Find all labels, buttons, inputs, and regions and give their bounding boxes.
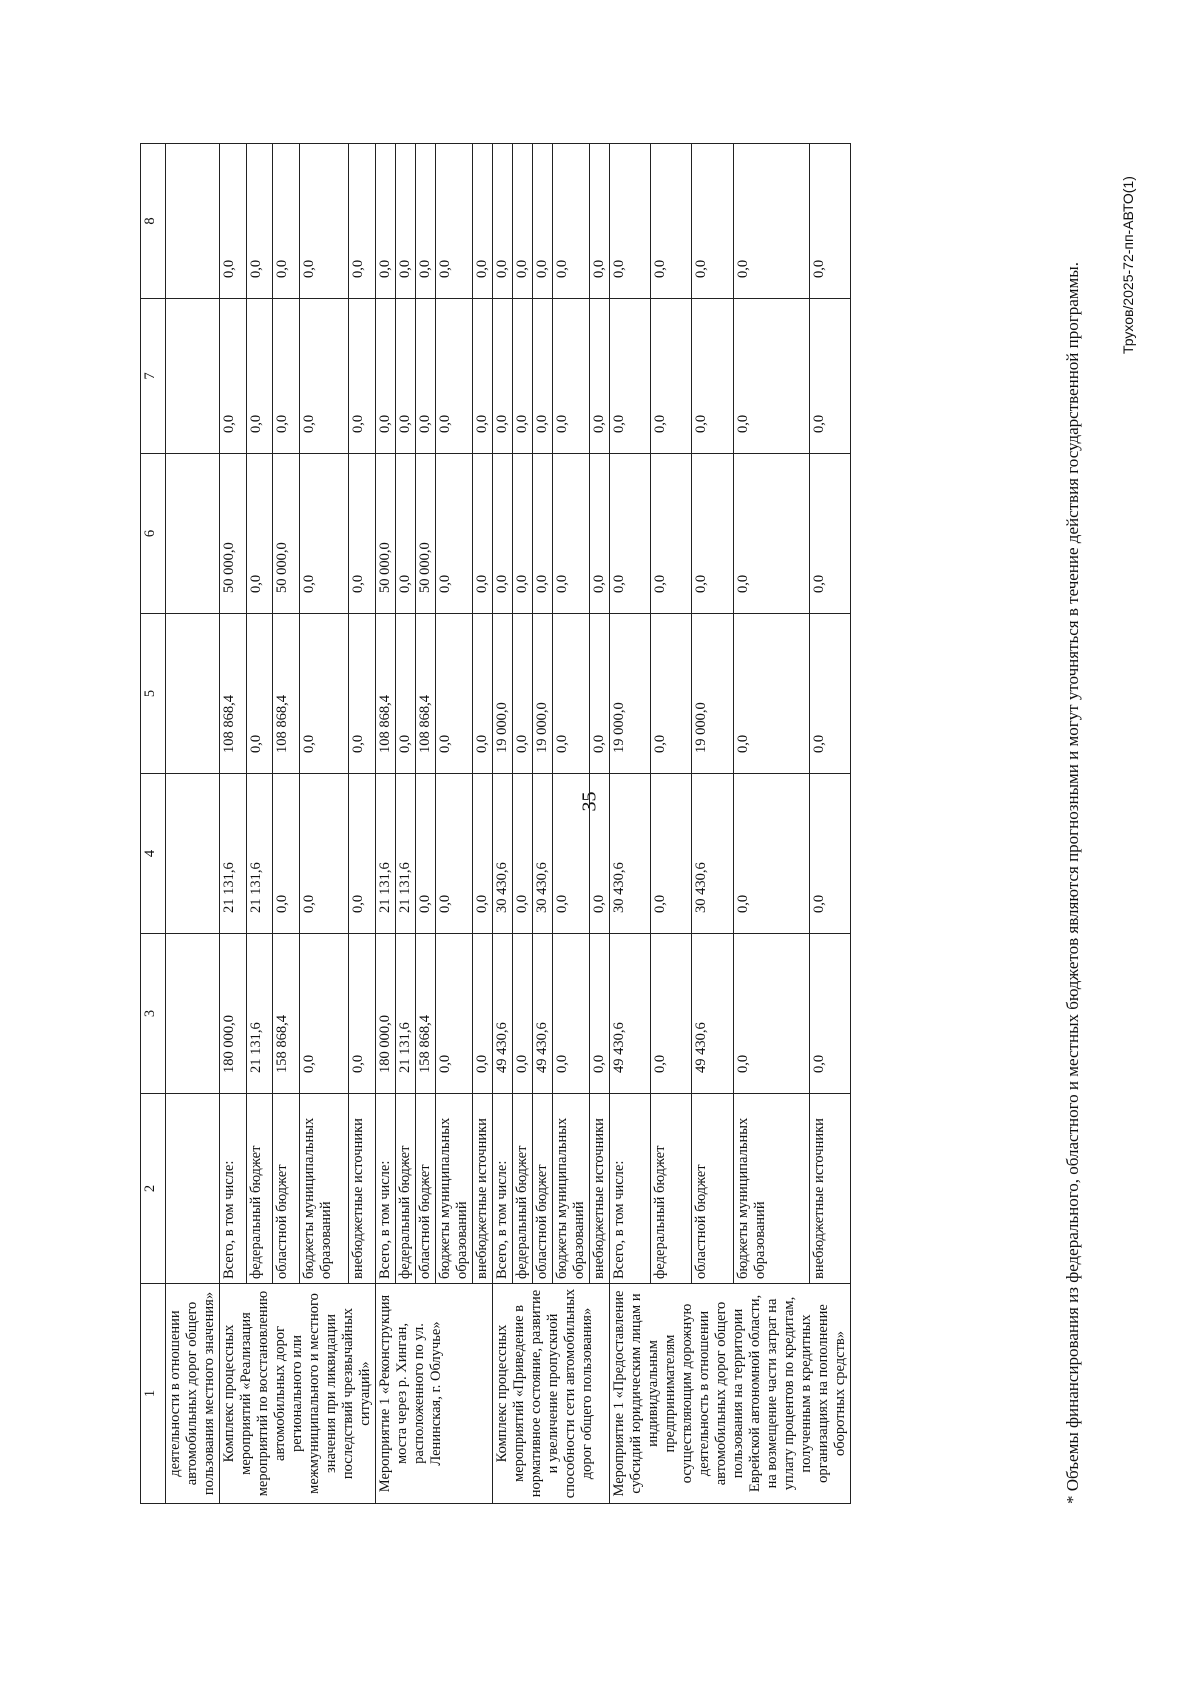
value-cell: 0,0 bbox=[513, 299, 533, 454]
value-cell: 0,0 bbox=[533, 144, 553, 299]
value-cell: 0,0 bbox=[376, 144, 396, 299]
value-cell: 108 868,4 bbox=[376, 614, 396, 774]
continuation-cell: деятельности в отношении автомобильных дорог общего пользования местного значения» bbox=[166, 1284, 220, 1504]
value-cell: 0,0 bbox=[273, 144, 300, 299]
value-cell: 50 000,0 bbox=[220, 454, 247, 614]
value-cell: 50 000,0 bbox=[416, 454, 436, 614]
value-cell: 0,0 bbox=[553, 144, 590, 299]
value-cell: 0,0 bbox=[436, 144, 473, 299]
value-cell: 0,0 bbox=[733, 144, 809, 299]
header-cell: 7 bbox=[141, 299, 166, 454]
value-cell: 30 430,6 bbox=[533, 774, 553, 934]
value-cell: 0,0 bbox=[651, 774, 692, 934]
value-cell: 0,0 bbox=[651, 614, 692, 774]
source-cell: федеральный бюджет bbox=[396, 1094, 416, 1284]
value-cell: 108 868,4 bbox=[273, 614, 300, 774]
source-cell: бюджеты муниципальных образований bbox=[553, 1094, 590, 1284]
value-cell: 30 430,6 bbox=[692, 774, 733, 934]
header-cell: 8 bbox=[141, 144, 166, 299]
source-cell: внебюджетные источники bbox=[349, 1094, 376, 1284]
source-cell: внебюджетные источники bbox=[809, 1094, 850, 1284]
value-cell: 0,0 bbox=[809, 614, 850, 774]
document-code: Трухов/2025-72-пп-АВТО(1) bbox=[1120, 176, 1136, 354]
value-cell: 0,0 bbox=[436, 774, 473, 934]
source-cell: федеральный бюджет bbox=[651, 1094, 692, 1284]
value-cell: 0,0 bbox=[436, 299, 473, 454]
table-row bbox=[376, 144, 396, 1504]
footnote: * Объемы финансирования из федерального, областного и местных бюджетов являются прогнозными и могут уточняться в течение действия государственной программы. bbox=[1063, 262, 1082, 1504]
value-cell: 0,0 bbox=[376, 299, 396, 454]
source-cell: областной бюджет bbox=[273, 1094, 300, 1284]
value-cell: 0,0 bbox=[436, 454, 473, 614]
value-cell: 108 868,4 bbox=[416, 614, 436, 774]
value-cell: 19 000,0 bbox=[493, 614, 513, 774]
value-cell: 0,0 bbox=[416, 774, 436, 934]
table-row bbox=[610, 144, 651, 1504]
value-cell: 0,0 bbox=[416, 299, 436, 454]
value-cell: 0,0 bbox=[349, 934, 376, 1094]
header-cell: 3 bbox=[141, 934, 166, 1094]
source-cell: областной бюджет bbox=[692, 1094, 733, 1284]
value-cell: 0,0 bbox=[273, 774, 300, 934]
value-cell: 0,0 bbox=[493, 454, 513, 614]
value-cell: 0,0 bbox=[733, 454, 809, 614]
value-cell: 0,0 bbox=[590, 454, 610, 614]
source-cell: внебюджетные источники bbox=[590, 1094, 610, 1284]
value-cell: 0,0 bbox=[220, 144, 247, 299]
value-cell: 0,0 bbox=[610, 144, 651, 299]
source-cell: областной бюджет bbox=[533, 1094, 553, 1284]
value-cell: 0,0 bbox=[809, 299, 850, 454]
value-cell: 30 430,6 bbox=[610, 774, 651, 934]
value-cell: 0,0 bbox=[513, 614, 533, 774]
value-cell: 0,0 bbox=[349, 614, 376, 774]
value-cell: 0,0 bbox=[692, 144, 733, 299]
header-cell: 2 bbox=[141, 1094, 166, 1284]
value-cell: 0,0 bbox=[299, 934, 348, 1094]
value-cell: 0,0 bbox=[246, 144, 273, 299]
value-cell: 0,0 bbox=[809, 774, 850, 934]
program-name-cell: Мероприятие 1 «Предоставление субсидий юридическим лицам и индивидуальным предпринимателям осуществляющим дорожную деятельность в отношении автомобильных дорог общего пользования на территории Еврейской автономной области, на возмещение части затрат на уплату процентов по кредитам, полученным в кредитных организациях на пополнение оборотных средств» bbox=[610, 1284, 851, 1504]
program-name-cell: Мероприятие 1 «Реконструкция моста через р. Хинган, расположенного по ул. Ленинская, г. Облучье» bbox=[376, 1284, 493, 1504]
source-cell: Всего, в том числе: bbox=[376, 1094, 396, 1284]
value-cell: 0,0 bbox=[436, 934, 473, 1094]
value-cell: 0,0 bbox=[473, 614, 493, 774]
value-cell: 0,0 bbox=[396, 144, 416, 299]
value-cell: 50 000,0 bbox=[273, 454, 300, 614]
value-cell: 0,0 bbox=[416, 144, 436, 299]
value-cell: 0,0 bbox=[651, 454, 692, 614]
value-cell: 49 430,6 bbox=[533, 934, 553, 1094]
financing-table bbox=[140, 143, 851, 1504]
value-cell: 21 131,6 bbox=[246, 934, 273, 1094]
value-cell: 180 000,0 bbox=[376, 934, 396, 1094]
value-cell: 49 430,6 bbox=[610, 934, 651, 1094]
header-cell: 1 bbox=[141, 1284, 166, 1504]
rotated-page bbox=[50, 64, 1150, 1644]
source-cell: Всего, в том числе: bbox=[610, 1094, 651, 1284]
value-cell: 0,0 bbox=[553, 774, 590, 934]
value-cell: 0,0 bbox=[553, 299, 590, 454]
value-cell: 0,0 bbox=[436, 614, 473, 774]
value-cell: 0,0 bbox=[396, 299, 416, 454]
value-cell: 0,0 bbox=[651, 299, 692, 454]
value-cell: 0,0 bbox=[473, 934, 493, 1094]
value-cell: 0,0 bbox=[473, 299, 493, 454]
value-cell: 0,0 bbox=[246, 299, 273, 454]
value-cell: 0,0 bbox=[733, 934, 809, 1094]
header-cell: 4 bbox=[141, 774, 166, 934]
value-cell: 19 000,0 bbox=[610, 614, 651, 774]
source-cell: бюджеты муниципальных образований bbox=[436, 1094, 473, 1284]
value-cell: 0,0 bbox=[513, 144, 533, 299]
value-cell: 0,0 bbox=[553, 454, 590, 614]
value-cell: 0,0 bbox=[396, 614, 416, 774]
header-cell: 6 bbox=[141, 454, 166, 614]
source-cell: внебюджетные источники bbox=[473, 1094, 493, 1284]
value-cell: 0,0 bbox=[299, 144, 348, 299]
source-cell: федеральный бюджет bbox=[513, 1094, 533, 1284]
value-cell: 180 000,0 bbox=[220, 934, 247, 1094]
source-cell: Всего, в том числе: bbox=[220, 1094, 247, 1284]
value-cell: 0,0 bbox=[220, 299, 247, 454]
value-cell: 0,0 bbox=[396, 454, 416, 614]
table-row bbox=[493, 144, 513, 1504]
value-cell: 0,0 bbox=[349, 144, 376, 299]
value-cell: 0,0 bbox=[513, 454, 533, 614]
value-cell: 0,0 bbox=[299, 774, 348, 934]
value-cell: 0,0 bbox=[513, 774, 533, 934]
continuation-row bbox=[166, 144, 220, 1504]
value-cell: 0,0 bbox=[553, 934, 590, 1094]
value-cell: 0,0 bbox=[349, 454, 376, 614]
value-cell: 0,0 bbox=[299, 614, 348, 774]
value-cell: 21 131,6 bbox=[376, 774, 396, 934]
value-cell: 0,0 bbox=[590, 299, 610, 454]
value-cell: 0,0 bbox=[299, 454, 348, 614]
value-cell: 30 430,6 bbox=[493, 774, 513, 934]
header-cell: 5 bbox=[141, 614, 166, 774]
value-cell: 0,0 bbox=[590, 614, 610, 774]
source-cell: Всего, в том числе: bbox=[493, 1094, 513, 1284]
table-row bbox=[220, 144, 247, 1504]
value-cell: 0,0 bbox=[733, 299, 809, 454]
value-cell: 0,0 bbox=[533, 299, 553, 454]
value-cell: 0,0 bbox=[809, 454, 850, 614]
value-cell: 0,0 bbox=[610, 299, 651, 454]
value-cell: 0,0 bbox=[590, 144, 610, 299]
value-cell: 0,0 bbox=[473, 774, 493, 934]
value-cell: 0,0 bbox=[692, 299, 733, 454]
value-cell: 0,0 bbox=[273, 299, 300, 454]
source-cell: областной бюджет bbox=[416, 1094, 436, 1284]
value-cell: 19 000,0 bbox=[692, 614, 733, 774]
value-cell: 0,0 bbox=[493, 144, 513, 299]
value-cell: 21 131,6 bbox=[396, 774, 416, 934]
value-cell: 0,0 bbox=[809, 934, 850, 1094]
value-cell: 0,0 bbox=[349, 299, 376, 454]
value-cell: 0,0 bbox=[473, 144, 493, 299]
value-cell: 0,0 bbox=[651, 934, 692, 1094]
value-cell: 0,0 bbox=[349, 774, 376, 934]
value-cell: 0,0 bbox=[651, 144, 692, 299]
page-number: 35 bbox=[578, 791, 601, 812]
value-cell: 0,0 bbox=[299, 299, 348, 454]
value-cell: 21 131,6 bbox=[220, 774, 247, 934]
source-cell: федеральный бюджет bbox=[246, 1094, 273, 1284]
value-cell: 0,0 bbox=[590, 774, 610, 934]
source-cell: бюджеты муниципальных образований bbox=[733, 1094, 809, 1284]
value-cell: 0,0 bbox=[692, 454, 733, 614]
value-cell: 0,0 bbox=[610, 454, 651, 614]
value-cell: 0,0 bbox=[493, 299, 513, 454]
value-cell: 0,0 bbox=[733, 774, 809, 934]
value-cell: 0,0 bbox=[246, 614, 273, 774]
value-cell: 49 430,6 bbox=[493, 934, 513, 1094]
value-cell: 21 131,6 bbox=[396, 934, 416, 1094]
value-cell: 50 000,0 bbox=[376, 454, 396, 614]
program-name-cell: Комплекс процессных мероприятий «Реализация мероприятий по восстановлению автомобильных дорог регионального или межмуниципального и местного значения при ликвидации последствий чрезвычайных ситуаций» bbox=[220, 1284, 376, 1504]
program-name-cell: Комплекс процессных мероприятий «Приведение в нормативное состояние, развитие и увеличение пропускной способности сети автомобильных дорог общего пользования» bbox=[493, 1284, 610, 1504]
value-cell: 21 131,6 bbox=[246, 774, 273, 934]
source-cell: бюджеты муниципальных образований bbox=[299, 1094, 348, 1284]
value-cell: 0,0 bbox=[533, 454, 553, 614]
value-cell: 0,0 bbox=[553, 614, 590, 774]
value-cell: 0,0 bbox=[809, 144, 850, 299]
value-cell: 0,0 bbox=[513, 934, 533, 1094]
value-cell: 0,0 bbox=[590, 934, 610, 1094]
value-cell: 158 868,4 bbox=[416, 934, 436, 1094]
value-cell: 49 430,6 bbox=[692, 934, 733, 1094]
value-cell: 0,0 bbox=[473, 454, 493, 614]
value-cell: 19 000,0 bbox=[533, 614, 553, 774]
value-cell: 0,0 bbox=[733, 614, 809, 774]
value-cell: 108 868,4 bbox=[220, 614, 247, 774]
header-row bbox=[141, 144, 166, 1504]
value-cell: 0,0 bbox=[246, 454, 273, 614]
value-cell: 158 868,4 bbox=[273, 934, 300, 1094]
